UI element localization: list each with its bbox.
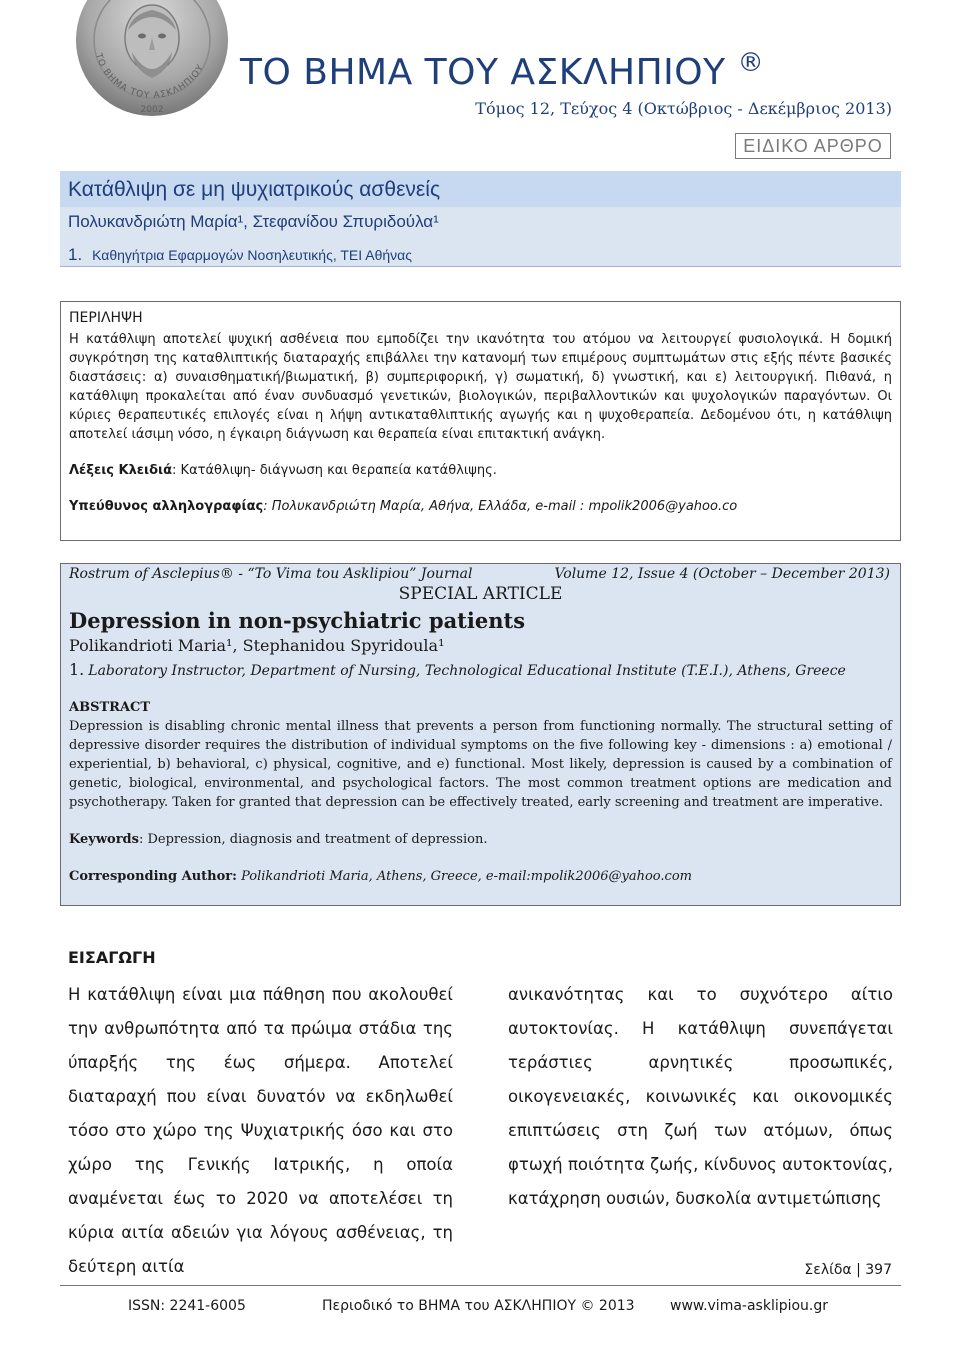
english-affiliation <box>69 660 846 679</box>
section-heading-introduction: ΕΙΣΑΓΩΓΗ <box>68 948 156 967</box>
greek-abstract-box <box>60 301 901 541</box>
english-article-type: SPECIAL ARTICLE <box>398 584 563 604</box>
asclepius-bust-icon <box>76 0 228 122</box>
greek-affiliation-text: Καθηγήτρια Εφαρμογών Νοσηλευτικής, ΤΕΙ Αθήνας <box>92 247 412 263</box>
english-volume-line: Volume 12, Issue 4 (October – December 2013) <box>554 566 890 582</box>
greek-article-title: Κατάθλιψη σε μη ψυχιατρικούς ασθενείς <box>60 171 901 207</box>
greek-keywords <box>69 461 892 480</box>
english-article-title: Depression in non-psychiatric patients <box>69 608 526 633</box>
body-column-right: ανικανότητας και το συχνότερο αίτιο αυτοκτονίας. Η κατάθλιψη συνεπάγεται τεράστιες αρνητικές προσωπικές, οικογενειακές, κοινωνικές και οικονομικές επιπτώσεις στη ζωή των ατόμων, όπως φτωχή ποιότητα ζωής, κίνδυνος αυτοκτονίας, κατάχρηση ουσιών, δυσκολία αντιμετώπισης <box>508 985 893 1208</box>
english-abstract-heading: ABSTRACT <box>69 700 151 715</box>
greek-corresponding <box>69 497 892 516</box>
english-affiliation-text: Laboratory Instructor, Department of Nursing, Technological Educational Institute (T.E.I.), Athens, Greece <box>88 663 846 679</box>
article-type-badge: ΕΙΔΙΚΟ ΑΡΘΡΟ <box>735 133 891 159</box>
english-authors: Polikandrioti Maria¹, Stephanidou Spyridoula¹ <box>69 636 445 655</box>
english-keywords-text: : Depression, diagnosis and treatment of depression. <box>138 832 488 847</box>
page-number: Σελίδα | 397 <box>804 1262 892 1278</box>
english-corresponding <box>69 867 892 886</box>
greek-affiliation-number: 1. <box>68 245 83 264</box>
english-corresponding-label: Corresponding Author: <box>69 869 237 884</box>
logo-year: 2002 <box>140 105 164 115</box>
english-corresponding-text: Polikandrioti Maria, Athens, Greece, e-mail:mpolik2006@yahoo.com <box>236 869 692 884</box>
english-abstract-text: Depression is disabling chronic mental illness that prevents a person from functioning normally. The structural setting of depressive disorder requires the distribution of individual symptoms on the five following key - dimensions : a) emotional / experiential, b) behavioral, c) physical, cognitive, and e) functional. Most likely, depression is caused by a combination of genetic, biological, environmental, and psychological factors. The most common treatment options are medication and psychotherapy. Taken for granted that depression can be effectively treated, early screening and treatment are imperative. <box>69 719 892 810</box>
greek-corresponding-text: : Πολυκανδριώτη Μαρία, Αθήνα, Ελλάδα, e-mail : mpolik2006@yahoo.co <box>263 499 738 514</box>
english-journal-name: Rostrum of Asclepius® - “To Vima tou Asklipiou” Journal <box>69 566 473 582</box>
greek-corresponding-label: Υπεύθυνος αλληλογραφίας <box>69 499 264 514</box>
greek-authors: Πολυκανδριώτη Μαρία¹, Στεφανίδου Σπυριδούλα¹ <box>60 207 901 237</box>
english-affiliation-number: 1. <box>69 660 85 679</box>
registered-mark: ® <box>737 48 765 78</box>
english-abstract-box <box>60 563 901 906</box>
english-keywords-label: Keywords <box>69 832 139 847</box>
greek-abstract-heading: ΠΕΡΙΛΗΨΗ <box>69 310 143 326</box>
footer-website-link[interactable]: www.vima-asklipiou.gr <box>670 1298 829 1314</box>
footer-divider <box>60 1285 901 1286</box>
greek-keywords-text: : Κατάθλιψη- διάγνωση και θεραπεία κατάθλιψης. <box>172 463 497 478</box>
journal-logo <box>76 0 228 122</box>
greek-abstract-text: Η κατάθλιψη αποτελεί ψυχική ασθένεια που εμποδίζει την ικανότητα του ατόμου να λειτουργεί φυσιολογικά. Η δομική συγκρότηση της καταθλιπτικής διαταραχής επιβάλλει την κατανομή των επιμέρους συμπτωμάτων στις εξής πέντε βασικές διαστάσεις: α) συναισθηματική/βιωματική, β) συμπεριφορική, γ) σωματική, δ) γνωστική, και ε) λειτουργική. Πιθανά, η κατάθλιψη προκαλείται από έναν συνδυασμό γενετικών, βιολογικών, περιβαλλοντικών και ψυχολογικών παραγόντων. Οι κύριες θεραπευτικές επιλογές είναι η λήψη αντικαταθλιπτικής αγωγής και η ψυχοθεραπεία. Δεδομένου ότι, η κατάθλιψη αποτελεί ιάσιμη νόσο, η έγκαιρη διάγνωση και θεραπεία είναι επιτακτική ανάγκη. <box>69 332 892 442</box>
body-column-left: Η κατάθλιψη είναι μια πάθηση που ακολουθεί την ανθρωπότητα από τα πρώιμα στάδια της ύπαρξής της έως σήμερα. Αποτελεί διαταραχή που είναι δυνατόν να εκδηλωθεί τόσο στο χώρο της Ψυχιατρικής όσο και στο χώρο της Γενικής Ιατρικής, η οποία αναμένεται έως το 2020 να αποτελέσει τη κύρια αιτία αδειών για λόγους ασθένειας, τη δεύτερη αιτία <box>68 985 453 1276</box>
greek-keywords-label: Λέξεις Κλειδιά <box>69 463 173 478</box>
greek-affiliation <box>60 237 901 267</box>
journal-title: ΤΟ ΒΗΜΑ ΤΟΥ ΑΣΚΛΗΠΙΟΥ ® <box>240 48 765 93</box>
logo-ring-text: ΤΟ ΒΗΜΑ ΤΟΥ ΑΣΚΛΗΠΙΟΥ <box>92 52 207 102</box>
english-abstract <box>69 698 892 886</box>
english-keywords <box>69 830 892 849</box>
volume-line: Τόμος 12, Τεύχος 4 (Οκτώβριος - Δεκέμβριος 2013) <box>475 99 892 118</box>
footer-issn: ISSN: 2241-6005 <box>128 1298 246 1314</box>
footer-journal: Περιοδικό το ΒΗΜΑ του ΑΣΚΛΗΠΙΟΥ © 2013 <box>322 1298 635 1314</box>
